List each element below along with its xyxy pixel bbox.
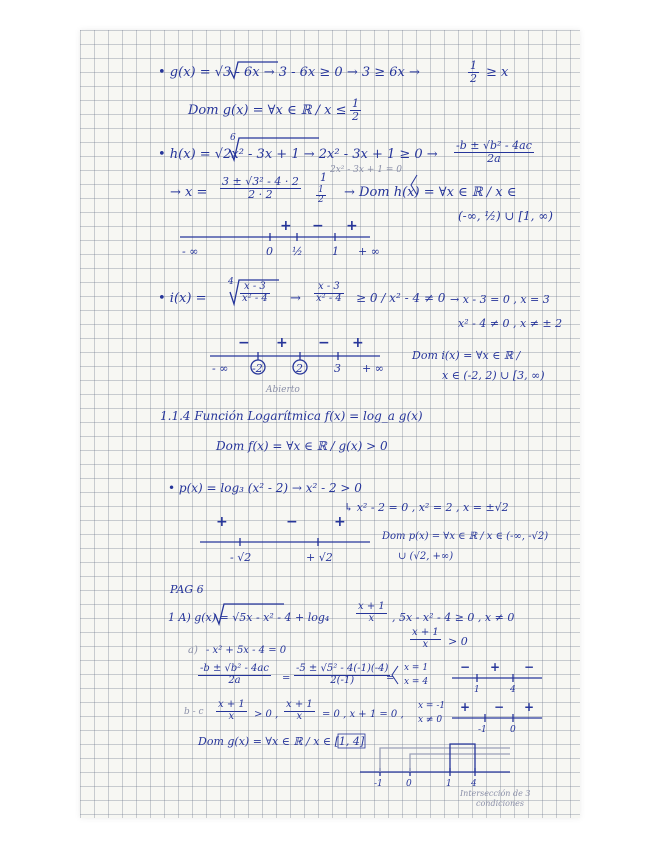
log-heading: 1.1.4 Función Logarítmica f(x) = log_a g(x) <box>160 409 423 423</box>
ex-q2-num: -5 ± √5² - 4(-1)(-4) <box>296 663 389 674</box>
h-axis-label-1: - ∞ <box>182 245 199 258</box>
bottom-axis-2: 0 <box>406 779 412 789</box>
ex-part-a-label: a) <box>188 645 198 656</box>
i-sign-4: + <box>352 335 364 351</box>
ex-b-eq2-fraction <box>284 700 315 722</box>
ex-log-fraction <box>356 602 387 624</box>
h-root-bot-den: 2 <box>318 195 324 206</box>
ex-part-a-equation: - x² + 5x - 4 = 0 <box>206 645 287 656</box>
log-domain: Dom f(x) = ∀x ∈ ℝ / g(x) > 0 <box>216 439 388 453</box>
h-axis-label-5: + ∞ <box>358 245 380 258</box>
h-quadratic-formula <box>454 140 534 164</box>
h-definition: • h(x) = √2x² - 3x + 1 → 2x² - 3x + 1 ≥ 0 → <box>158 147 438 162</box>
h-root-top: 1 <box>320 171 327 184</box>
ex-a-axis-2: 4 <box>510 685 516 695</box>
p-axis-label-1: - √2 <box>230 551 252 564</box>
i-open-note: Abierto <box>266 385 300 395</box>
h-x-den: 2 · 2 <box>248 187 273 201</box>
g-dom-num: 1 <box>352 97 359 110</box>
g-frac-den: 2 <box>470 71 477 85</box>
ex-b-eq1-tail: > 0 , <box>254 709 279 720</box>
ex-b-solution-1: x = -1 <box>418 701 446 711</box>
p-domain-2: ∪ (√2, +∞) <box>398 551 454 562</box>
i-root-index: 4 <box>228 277 234 287</box>
h-sign-1: + <box>280 218 292 234</box>
i-cond-den: x² - 4 <box>316 292 342 304</box>
ex-condition: , 5x - x² - 4 ≥ 0 , x ≠ 0 <box>392 611 515 624</box>
p-domain-1: Dom p(x) = ∀x ∈ ℝ / x ∈ (-∞, -√2) <box>382 531 549 542</box>
g-domain-fraction <box>350 98 361 122</box>
h-sign-3: + <box>346 218 358 234</box>
bottom-note-2: condiciones <box>476 799 524 808</box>
ex-a-sign-3: − <box>524 660 535 674</box>
ex-domain: Dom g(x) = ∀x ∈ ℝ / x ∈ [1, 4] <box>198 735 365 748</box>
i-arrow: → <box>290 291 301 306</box>
i-axis-label-3: 2 <box>296 362 303 375</box>
h-x-prefix: → x = <box>170 185 208 200</box>
i-definition: • i(x) = <box>158 291 207 306</box>
ex-frac-num: x + 1 <box>358 601 385 612</box>
h-axis-label-3: ½ <box>292 245 303 258</box>
p-subsolution: ↳ x² - 2 = 0 , x² = 2 , x = ±√2 <box>344 501 509 514</box>
ex-frac-den: x <box>368 612 375 624</box>
i-cond-num: x - 3 <box>314 282 344 294</box>
g-dom-den: 2 <box>352 109 359 123</box>
h-equation-faint: 2x² - 3x + 1 = 0 <box>330 165 402 175</box>
ex-condition2-fraction <box>410 628 441 650</box>
i-axis-label-1: - ∞ <box>212 362 229 375</box>
page-reference: PAG 6 <box>170 583 204 596</box>
h-sign-2: − <box>312 218 324 234</box>
ex-b-eq2-tail: = 0 , x + 1 = 0 , <box>322 709 404 720</box>
h-x-fraction <box>220 176 301 200</box>
h-domain-interval: (-∞, ½) ∪ [1, ∞) <box>458 209 553 223</box>
g-fraction <box>468 60 479 84</box>
ex-a-sign-1: − <box>460 660 471 674</box>
p-sign-3: + <box>334 514 346 530</box>
h-quad-num: -b ± √b² - 4ac <box>456 139 532 152</box>
i-condition-fraction <box>314 282 344 304</box>
h-root-index: 6 <box>230 133 236 143</box>
ex-cond2-den: x <box>422 638 429 650</box>
ex-b-eq2-num: x + 1 <box>286 699 313 710</box>
h-domain: → Dom h(x) = ∀x ∈ ℝ / x ∈ <box>344 185 517 200</box>
ex-a-sign-2: + <box>490 660 501 674</box>
ex-definition: 1 A) g(x) = √5x - x² - 4 + log₄ <box>168 611 330 624</box>
ex-part-bc-label: b - c <box>184 707 204 717</box>
ex-quadratic-1 <box>198 664 271 686</box>
ex-equals-2: = <box>386 673 395 684</box>
ex-b-sign-2: − <box>494 700 505 714</box>
i-solution-1: → x - 3 = 0 , x = 3 <box>450 293 550 306</box>
ex-root-2: x = 4 <box>404 677 429 687</box>
i-domain-2: x ∈ (-2, 2) ∪ [3, ∞) <box>442 369 545 382</box>
ex-b-eq1-num: x + 1 <box>218 699 245 710</box>
p-definition: • p(x) = log₃ (x² - 2) → x² - 2 > 0 <box>168 481 362 495</box>
i-condition-tail: ≥ 0 / x² - 4 ≠ 0 <box>356 291 446 305</box>
i-domain-1: Dom i(x) = ∀x ∈ ℝ / <box>412 349 521 362</box>
ex-b-axis-2: 0 <box>510 725 516 735</box>
g-frac-num: 1 <box>470 59 477 72</box>
ex-a-axis-1: 1 <box>474 685 480 695</box>
p-axis-label-2: + √2 <box>306 551 333 564</box>
notebook-page <box>80 30 580 818</box>
bottom-axis-1: -1 <box>374 779 383 789</box>
h-axis-label-2: 0 <box>266 245 273 258</box>
p-sign-1: + <box>216 514 228 530</box>
p-sign-2: − <box>286 514 298 530</box>
ex-q2-den: 2(-1) <box>330 674 355 686</box>
h-axis-label-4: 1 <box>332 245 339 258</box>
ex-b-eq1-fraction <box>216 700 247 722</box>
ex-q1-num: -b ± √b² - 4ac <box>200 663 269 674</box>
i-sign-2: + <box>276 335 288 351</box>
i-frac-num: x - 3 <box>240 282 270 294</box>
ex-q1-den: 2a <box>228 674 241 686</box>
ex-condition2-tail: > 0 <box>448 635 468 648</box>
h-root-bot-num: 1 <box>318 185 324 195</box>
ex-quadratic-2 <box>294 664 390 686</box>
i-sign-1: − <box>238 335 250 351</box>
ex-b-sign-1: + <box>460 700 471 714</box>
bottom-axis-3: 1 <box>446 779 452 789</box>
ex-equals: = <box>282 673 291 684</box>
i-solution-2: x² - 4 ≠ 0 , x ≠ ± 2 <box>458 317 563 330</box>
ex-root-1: x = 1 <box>404 663 429 673</box>
ex-cond2-num: x + 1 <box>412 627 439 638</box>
g-definition: • g(x) = √3 - 6x → 3 - 6x ≥ 0 → 3 ≥ 6x → <box>158 65 420 80</box>
bottom-axis-4: 4 <box>471 779 477 789</box>
ex-b-axis-1: -1 <box>478 725 487 735</box>
i-fraction <box>240 282 270 304</box>
h-x-num: 3 ± √3² - 4 · 2 <box>222 175 299 188</box>
ex-b-eq2-den: x <box>296 710 303 722</box>
bottom-note-1: Intersección de 3 <box>460 789 531 798</box>
i-frac-den: x² - 4 <box>242 292 268 304</box>
ex-b-solution-2: x ≠ 0 <box>418 715 443 725</box>
i-sign-3: − <box>318 335 330 351</box>
g-tail: ≥ x <box>486 65 509 80</box>
g-domain: Dom g(x) = ∀x ∈ ℝ / x ≤ <box>188 103 347 118</box>
i-axis-label-5: + ∞ <box>362 362 384 375</box>
i-axis-label-4: 3 <box>334 362 341 375</box>
h-quad-den: 2a <box>487 151 501 165</box>
ex-b-eq1-den: x <box>228 710 235 722</box>
i-axis-label-2: -2 <box>252 362 263 375</box>
h-root-bottom <box>316 186 326 206</box>
ex-b-sign-3: + <box>524 700 535 714</box>
